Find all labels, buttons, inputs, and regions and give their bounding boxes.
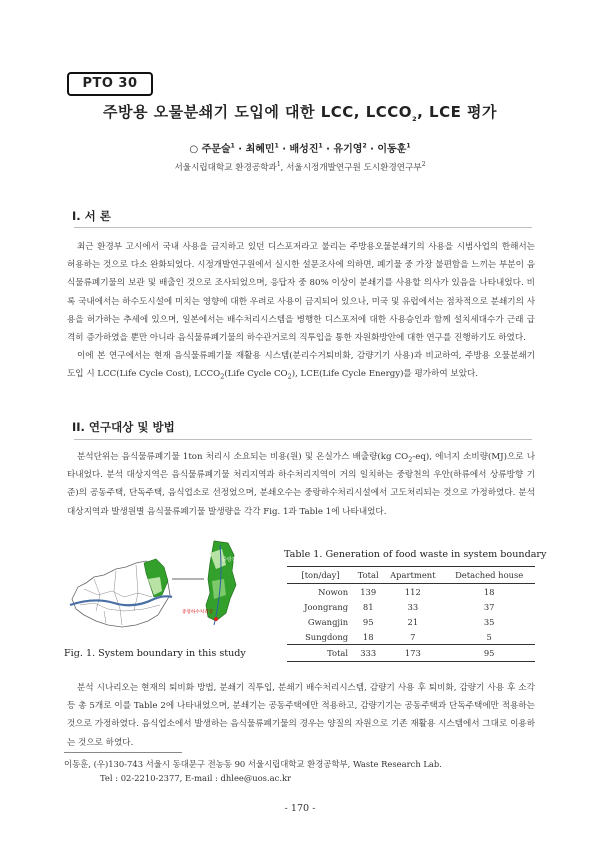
- author-name: 최혜민: [245, 144, 275, 155]
- section-1-paragraph-1: 최근 환경부 고시에서 국내 사용을 금지하고 있던 디스포저라고 불리는 주방용오물분쇄기의 사용을 시범사업의 한해서는 허용하는 것으로 다소 완화되었다. 시정개발연구원에서 실시한 설문조사에 의하면, 폐기물 중 가장 불편함을 느끼는 부분이 음식물류폐기물의 보관 및 배출인 것으로 조사되었으며, 응답자 중 80% 이상이 분쇄기를 사용할 의사가 있음을 나타내었다. 비록 국내에서는 하수도시설에 미치는 영향에 대한 우려로 사용이 금지되어 있으나, 미국 및 유럽에서는 점차적으로 분쇄기의 사용을 허가하는 추세에 있으며, 일본에서는 배수처리시스템을 병행한 디스포저에 대한 사용승인과 함께 설치세대수가 근래 급격히 증가하였을 뿐만 아니라 음식물류폐기물의 하수관거로의 직투입을 통한 자원화방안에 대한 연구를 진행하기도 하였다.: [67, 242, 535, 344]
- author-name: 배성진: [289, 144, 319, 155]
- author-list: [0, 140, 600, 155]
- figure-1-caption: Fig. 1. System boundary in this study: [64, 648, 246, 659]
- section-2-rule: [74, 439, 532, 440]
- author-separator: ·: [366, 144, 378, 155]
- section-2-paragraph-2: 분석 시나리오는 현재의 퇴비화 방법, 분쇄기 직투입, 분쇄기 배수처리시스템, 감량기 사용 후 퇴비화, 감량기 사용 후 소각 등 총 5개로 이를 Table 2에 나타내었으며, 분쇄기는 공동주택에만 적용하고, 감량기기는 공동주택과 단독주택에만 적용하는 것으로 가정하였다. 음식업소에서 발생하는 음식물류폐기물의 경우는 양질의 자원으로 기존 재활용 시스템에서 그대로 이용하는 것으로 하였다.: [67, 683, 535, 748]
- author-name: 이동훈: [377, 144, 407, 155]
- author-affiliation-sup: 1: [406, 142, 411, 150]
- author-name: 주문술: [201, 144, 231, 155]
- footnote-rule: [64, 752, 182, 753]
- section-2-paragraph-1: [67, 448, 535, 521]
- author-bullet: ○: [189, 144, 202, 155]
- paper-tag: PTO 30: [67, 72, 153, 96]
- section-1-body: [67, 238, 535, 384]
- section-2-heading: II. 연구대상 및 방법: [72, 420, 175, 434]
- cell-detached: 37: [483, 601, 495, 612]
- section-2-body-cont: [67, 679, 535, 752]
- author-affiliation-sup: 2: [362, 142, 367, 150]
- col-header-unit: [ton/day]: [287, 567, 354, 584]
- footnote: [64, 757, 442, 785]
- table-row: [287, 629, 535, 645]
- affiliation-1: 서울시립대학교 환경공학과: [174, 163, 277, 173]
- s2-text-b: -eq), 에너지 소비량(MJ)으로 나타내었다. 분석 대상지역은 음식물류폐기물 처리지역과 하수처리지역이 거의 일치하는 중랑천의 우안(하류에서 상류방향 기준)의 공동주택, 단독주택, 음식업소로 선정었으며, 분쇄오수는 중랑하수처리시설에서 고도처리되는 것으로 가정하였다. 분석대상지역과 발생원별 음식물류폐기물 발생량을 각각 Fig. 1과 Table 1에 나타내었다.: [67, 452, 536, 517]
- author-separator: ·: [234, 144, 246, 155]
- p2-text-c: ), LCE(Life Cycle Energy)를 평가하여 보았다.: [291, 369, 479, 380]
- col-header-detached: Detached house: [443, 567, 535, 584]
- cell-apartment: 21: [407, 616, 419, 627]
- table-header-row: [287, 567, 535, 584]
- total-label: Total: [287, 645, 354, 662]
- col-header-apartment: Apartment: [382, 567, 443, 584]
- author-affiliation-sup: 1: [274, 142, 279, 150]
- s2-sub: 2: [408, 455, 413, 464]
- table-row: [287, 584, 535, 600]
- row-label: Sungdong: [305, 631, 349, 642]
- total-total: 333: [354, 645, 382, 662]
- cell-total: 81: [362, 601, 374, 612]
- cell-total: 95: [362, 616, 374, 627]
- cell-detached: 5: [486, 631, 492, 642]
- footnote-address: 이동훈, (우)130-743 서울시 동대문구 전농동 90 서울시립대학교 환경공학부, Waste Research Lab.: [64, 759, 442, 769]
- col-header-total: Total: [354, 567, 382, 584]
- cell-total: 139: [360, 586, 377, 597]
- title-main: 주방용 오물분쇄기 도입에 대한 LCC, LCCO: [102, 103, 413, 121]
- section-1-rule: [74, 227, 532, 228]
- cell-apartment: 33: [407, 601, 419, 612]
- affiliation-2-sup: 2: [421, 161, 426, 169]
- total-detached: 95: [443, 645, 535, 662]
- cell-detached: 18: [483, 586, 495, 597]
- table-1: [287, 566, 535, 662]
- section-2-body: [67, 448, 535, 521]
- affiliations: [0, 161, 600, 173]
- row-label: Joongrang: [304, 601, 349, 612]
- p2-text-b: (Life Cycle CO: [224, 369, 288, 380]
- affiliation-2: , 서울시정개발연구원 도시환경연구부: [280, 163, 422, 173]
- affiliation-1-sup: 1: [276, 161, 281, 169]
- table-total-row: [287, 645, 535, 662]
- p2-text-a: 이에 본 연구에서는 현재 음식물류폐기물 재활용 시스템(분리수거퇴비화, 감량기기 사용)과 비교하여, 주방용 오물분쇄기 도입 시 LCC(Life Cycle Cost), LCCO: [67, 351, 535, 380]
- cell-detached: 35: [483, 616, 495, 627]
- author-name: 유기영: [333, 144, 363, 155]
- p2-sub-1: 2: [220, 373, 225, 382]
- section-1-paragraph-2: [67, 347, 535, 383]
- cell-apartment: 112: [404, 586, 421, 597]
- cell-total: 18: [362, 631, 374, 642]
- author-separator: ·: [278, 144, 290, 155]
- table-row: [287, 599, 535, 614]
- row-label: Nowon: [318, 586, 349, 597]
- title-subscript: 2: [412, 115, 418, 123]
- map-label-plant: 중랑하수처리장: [182, 610, 214, 615]
- title-end: , LCE 평가: [417, 103, 498, 121]
- seoul-map-graphic: [64, 539, 274, 639]
- map-label-stream: 중랑천: [222, 557, 237, 563]
- table-1-caption: Table 1. Generation of food waste in system boundary: [284, 549, 547, 560]
- figure-1-map: [64, 539, 274, 639]
- treatment-plant-marker: [214, 617, 218, 621]
- section-1-heading: I. 서 론: [72, 209, 111, 223]
- p2-sub-2: 2: [287, 373, 292, 382]
- author-affiliation-sup: 1: [318, 142, 323, 150]
- footnote-contact: Tel : 02-2210-2377, E-mail : dhlee@uos.ac.kr: [100, 773, 292, 783]
- author-separator: ·: [322, 144, 334, 155]
- row-label: Gwangjin: [307, 616, 349, 627]
- s2-text-a: 분석단위는 음식물류폐기물 1ton 처리시 소요되는 비용(원) 및 온실가스 배출량(kg CO: [77, 452, 409, 462]
- total-apartment: 173: [382, 645, 443, 662]
- author-affiliation-sup: 1: [230, 142, 235, 150]
- table-row: [287, 614, 535, 629]
- paper-title: [0, 101, 600, 122]
- page-number: - 170 -: [284, 803, 316, 814]
- cell-apartment: 7: [410, 631, 416, 642]
